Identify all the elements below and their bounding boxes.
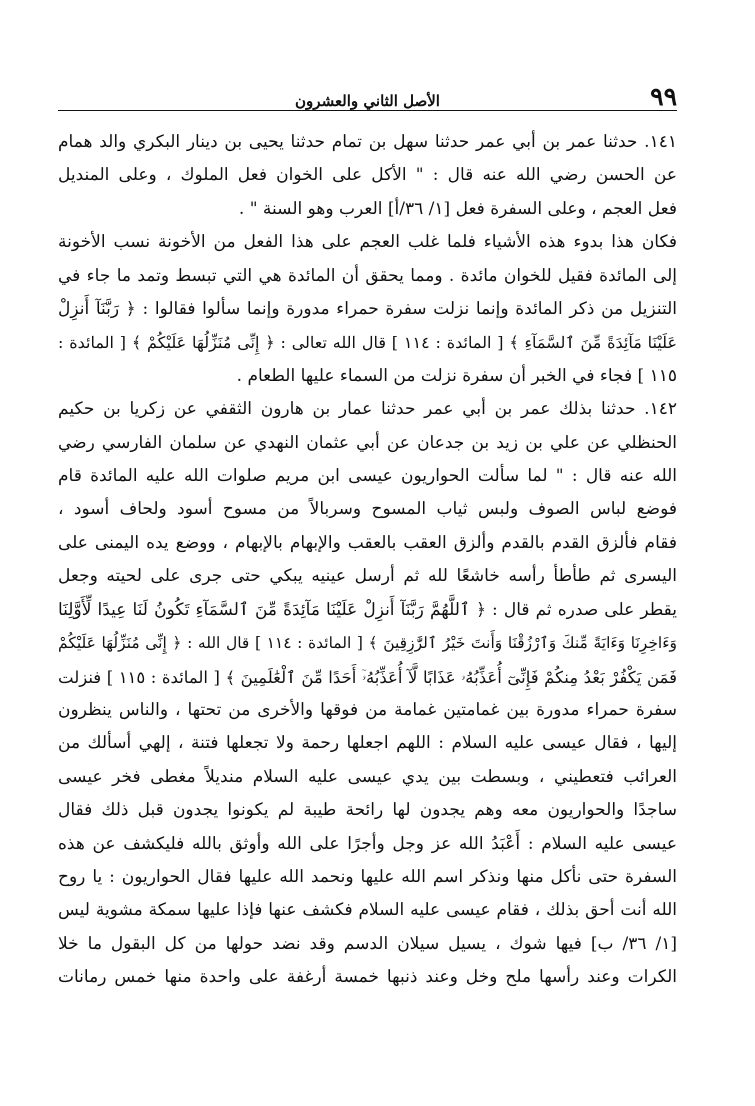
text-line: العرائب فتعطيني ، وبسطت بين يدي عيسى عليه السلام منديلاً مغطى فخر عيسى <box>58 766 677 787</box>
text-line: الله عنه قال : " لما سألت الحواريون عيسى ابن مريم صلوات الله عليه المائدة قام <box>58 466 677 487</box>
text-line: الحنظلي عن علي بن زيد بن جدعان عن أبي عثمان النهدي عن سلمان الفارسي رضي <box>58 432 677 453</box>
text-line: ١٤٢. حدثنا بذلك عمر بن أبي عمر حدثنا عمار بن هارون الثقفي عن زكريا بن حكيم <box>58 399 677 420</box>
text-line: فعل العجم ، وعلى السفرة فعل [١/ ٣٦/أ] العرب وهو السنة " . <box>238 198 677 219</box>
text-line: الكرات وعند رأسها ملح وخل وعند ذنبها خمسة أرغفة على واحدة منها خمس رمانات <box>58 967 677 988</box>
text-line: فوضع لباس الصوف ولبس ثياب المسوح وسربالاً من مسوح أسود ولحاف أسود ، <box>58 499 677 520</box>
text-line: إلى المائدة فقيل للخوان مائدة . ومما يحقق أن المائدة هي التي تبسط وتمد ما جاء في <box>58 265 677 286</box>
text-line: يقطر على صدره ثم قال : ﴿ ٱللَّهُمَّ رَبَّنَآ أَنزِلْ عَلَيْنَا مَآئِدَةً مِّنَ ٱلسَّمَآءِ تَكُونُ لَنَا عِيدًا لِّأَوَّلِنَا <box>58 599 677 620</box>
text-line: السفرة حتى نأكل منها ونذكر اسم الله عليها ونحمد الله عليها فقال الحواريون : يا روح <box>58 866 677 887</box>
text-line: وَءَاخِرِنَا وَءَايَةً مِّنكَ وَٱرْزُقْنَا وَأَنتَ خَيْرُ ٱلرَّٰزِقِينَ ﴾ [ المائدة : ١١٤ ] قال الله : ﴿ إِنِّى مُنَزِّلُهَا عَلَيْكُمْ <box>58 634 677 653</box>
text-line: الله أنت أحق بذلك ، فقام عيسى عليه السلام فكشف عنها فإذا عليها سمكة مشوية ليس <box>58 900 677 921</box>
running-title: الأصل الثاني والعشرون <box>295 92 440 110</box>
text-line: ساجدًا والحواريون معه وهم يجدون لها رائحة طيبة لم يكونوا يجدون قبل ذلك فقال <box>58 800 677 821</box>
text-line: عن الحسن رضي الله عنه قال : " الأكل على الخوان فعل الملوك ، وعلى المنديل <box>58 165 677 186</box>
text-line: [١/ ٣٦/ ب] فيها شوك ، يسيل سيلان الدسم وقد نضد حولها من كل البقول ما خلا <box>58 933 677 954</box>
text-line: فكان هذا بدوء هذه الأشياء فلما غلب العجم على هذا الفعل من الأخونة نسب الأخونة <box>58 232 677 253</box>
body-text <box>58 126 677 995</box>
header-rule <box>58 110 677 111</box>
text-line: ١٤١. حدثنا عمر بن أبي عمر حدثنا سهل بن تمام حدثنا يحيى بن دينار البكري والد همام <box>58 132 677 152</box>
text-line: فَمَن يَكْفُرْ بَعْدُ مِنكُمْ فَإِنِّىٓ أُعَذِّبُهُۥ عَذَابًا لَّآ أُعَذِّبُهُۥٓ أَحَدًا مِّنَ ٱلْعَٰلَمِينَ ﴾ [ المائدة : ١١٥ ] فنزلت <box>58 667 677 687</box>
text-line: عَلَيْنَا مَآئِدَةً مِّنَ ٱلسَّمَآءِ ﴾ [ المائدة : ١١٤ ] قال الله تعالى : ﴿ إِنِّى مُنَزِّلُهَا عَلَيْكُمْ ﴾ [ المائدة : <box>58 333 677 353</box>
text-line: ١١٥ ] فجاء في الخبر أن سفرة نزلت من السماء عليها الطعام . <box>236 365 677 386</box>
page-header <box>58 0 677 112</box>
text-line: سفرة حمراء مدورة بين غمامتين غمامة من فوقها والأخرى من تحتها ، والناس ينظرون <box>58 699 677 720</box>
text-line: اليسرى ثم طأطأ رأسه خاشعًا لله ثم أرسل عينيه يبكي حتى جرى على لحيته وجعل <box>58 566 677 587</box>
text-line: فقام فألزق القدم بالقدم وألزق العقب بالعقب والإبهام بالإبهام ، ووضع يده اليمنى على <box>58 532 677 553</box>
text-line: عيسى عليه السلام : أَعْبَدُ الله عز وجل وأجرًا على الله وأوثق بالله فليكشف عن هذه <box>58 833 677 854</box>
text-line: إليها ، فقال عيسى عليه السلام : اللهم اجعلها رحمة ولا تجعلها فتنة ، إلهي أسألك من <box>58 733 677 754</box>
text-line: التنزيل من ذكر المائدة وإنما نزلت سفرة حمراء مدورة وإنما سألوا فقالوا : ﴿ رَبَّنَآ أَنزِلْ <box>58 299 677 320</box>
page-number: ٩٩ <box>650 82 677 111</box>
